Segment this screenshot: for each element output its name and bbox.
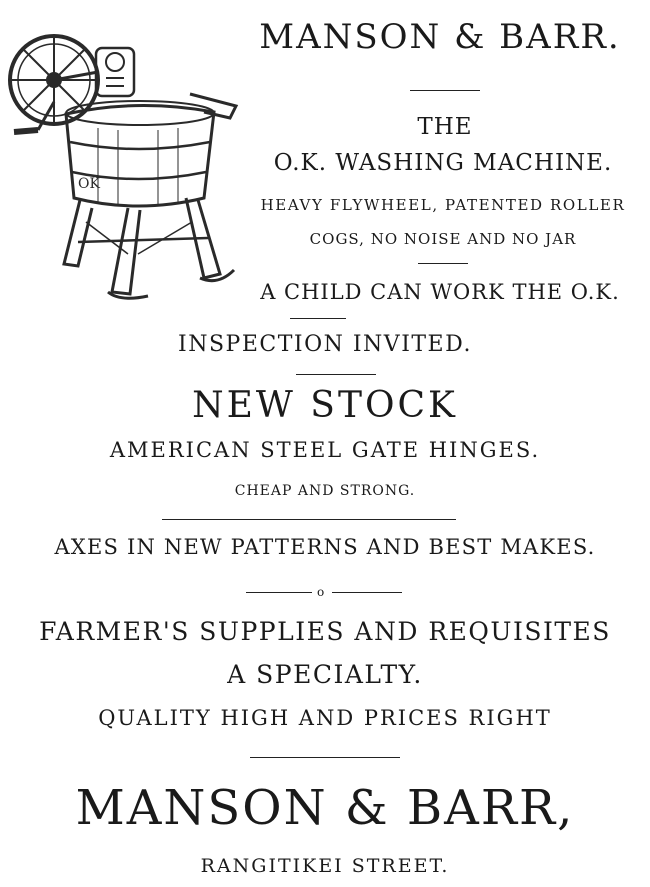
machine-name: O.K. WASHING MACHINE. [273, 150, 613, 176]
footer-street: RANGITIKEI STREET. [200, 855, 450, 877]
machine-tagline: A CHILD CAN WORK THE O.K. [260, 280, 620, 304]
ornament-divider [246, 584, 402, 600]
divider [296, 374, 376, 375]
machine-the: THE [417, 114, 473, 140]
divider [290, 318, 346, 319]
machine-features-2: COGS, NO NOISE AND NO JAR [309, 230, 577, 248]
divider [418, 263, 468, 264]
divider [250, 757, 400, 758]
tub-lettering: OK [78, 176, 100, 192]
quality-high: QUALITY HIGH AND PRICES RIGHT [98, 706, 552, 730]
cheap-and-strong: CHEAP AND STRONG. [234, 483, 416, 499]
inspection-invited: INSPECTION INVITED. [178, 332, 472, 357]
footer-firm-name: MANSON & BARR, [75, 780, 575, 836]
steel-gate-hinges: AMERICAN STEEL GATE HINGES. [109, 438, 541, 462]
divider [410, 90, 480, 91]
a-specialty: A SPECIALTY. [227, 660, 423, 689]
new-stock-heading: NEW STOCK [192, 385, 458, 426]
machine-features-1: HEAVY FLYWHEEL, PATENTED ROLLER [260, 196, 626, 214]
ornament-circle: o [317, 585, 325, 599]
washing-machine-illustration [8, 2, 240, 304]
header-firm-name: MANSON & BARR. [259, 17, 621, 57]
axes-line: AXES IN NEW PATTERNS AND BEST MAKES. [54, 535, 596, 559]
farmers-supplies: FARMER'S SUPPLIES AND REQUISITES [39, 617, 611, 646]
divider [162, 519, 456, 520]
